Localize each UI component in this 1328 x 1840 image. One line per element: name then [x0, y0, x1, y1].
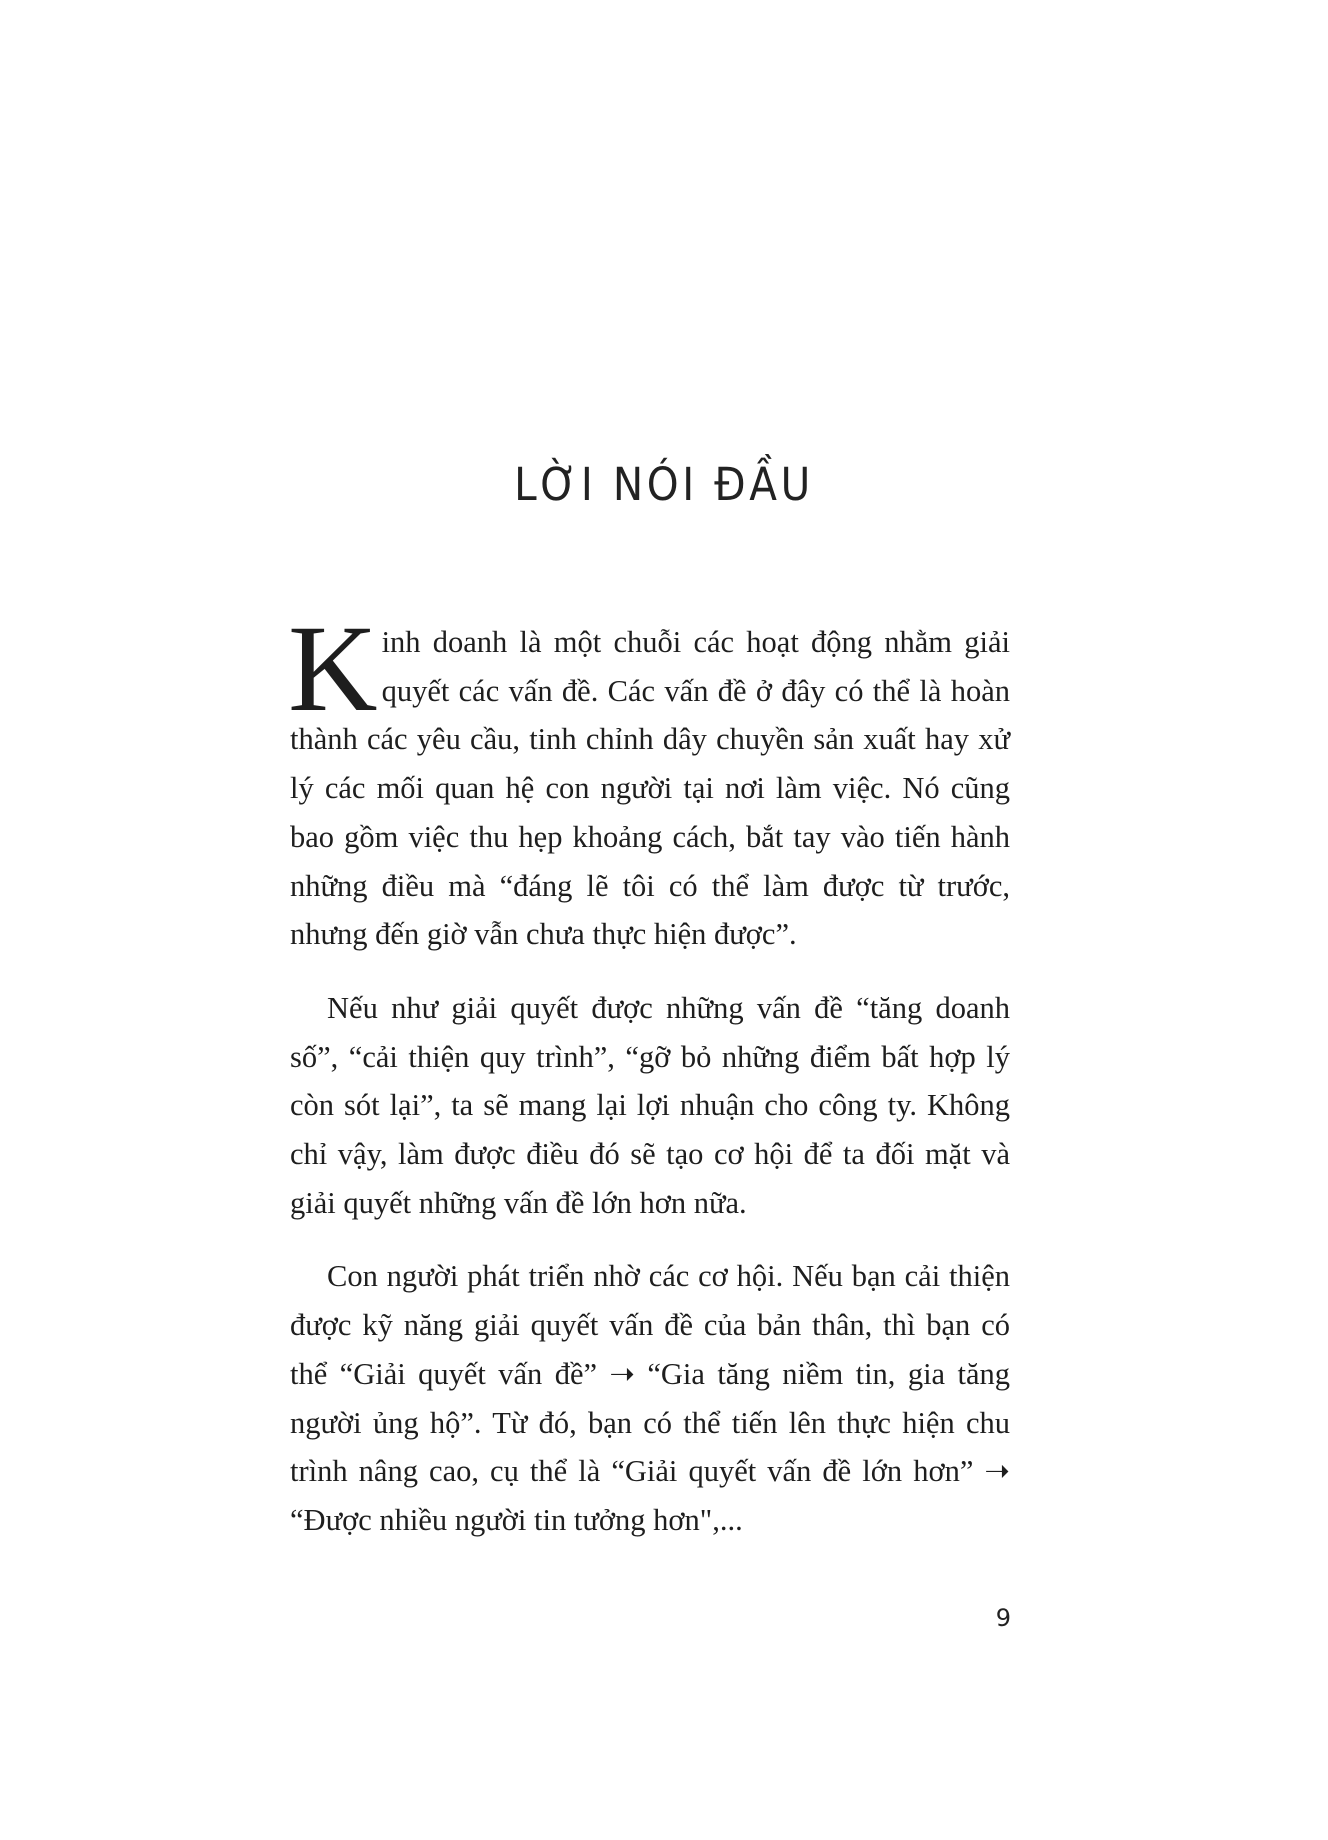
paragraph-1: [288, 600, 1010, 959]
paragraph-3: Con người phát triển nhờ các cơ hội. Nếu bạn cải thiện được kỹ năng giải quyết vấn đề của bản thân, thì bạn có thể “Giải quyết vấn đề” ➝ “Gia tăng niềm tin, gia tăng người ủng hộ”. Từ đó, bạn có thể tiến lên thực hiện chu trình nâng cao, cụ thể là “Giải quyết vấn đề lớn hơn” ➝ “Được nhiều người tin tưởng hơn",...: [290, 1259, 1010, 1537]
body-text: [288, 600, 1010, 1545]
chapter-title: LỜI NÓI ĐẦU: [514, 458, 814, 511]
paragraph-2: Nếu như giải quyết được những vấn đề “tăng doanh số”, “cải thiện quy trình”, “gỡ bỏ những điểm bất hợp lý còn sót lại”, ta sẽ mang lại lợi nhuận cho công ty. Không chỉ vậy, làm được điều đó sẽ tạo cơ hội để ta đối mặt và giải quyết những vấn đề lớn hơn nữa.: [290, 990, 1010, 1220]
drop-cap: K: [288, 600, 378, 737]
paragraph-1-text: inh doanh là một chuỗi các hoạt động nhằm giải quyết các vấn đề. Các vấn đề ở đây có thể là hoàn thành các yêu cầu, tinh chỉnh dây chuyền sản xuất hay xử lý các mối quan hệ con người tại nơi làm việc. Nó cũng bao gồm việc thu hẹp khoảng cách, bắt tay vào tiến hành những điều mà “đáng lẽ tôi có thể làm được từ trước, nhưng đến giờ vẫn chưa thực hiện được”.: [290, 625, 1010, 952]
page-number: 9: [995, 1604, 1011, 1632]
